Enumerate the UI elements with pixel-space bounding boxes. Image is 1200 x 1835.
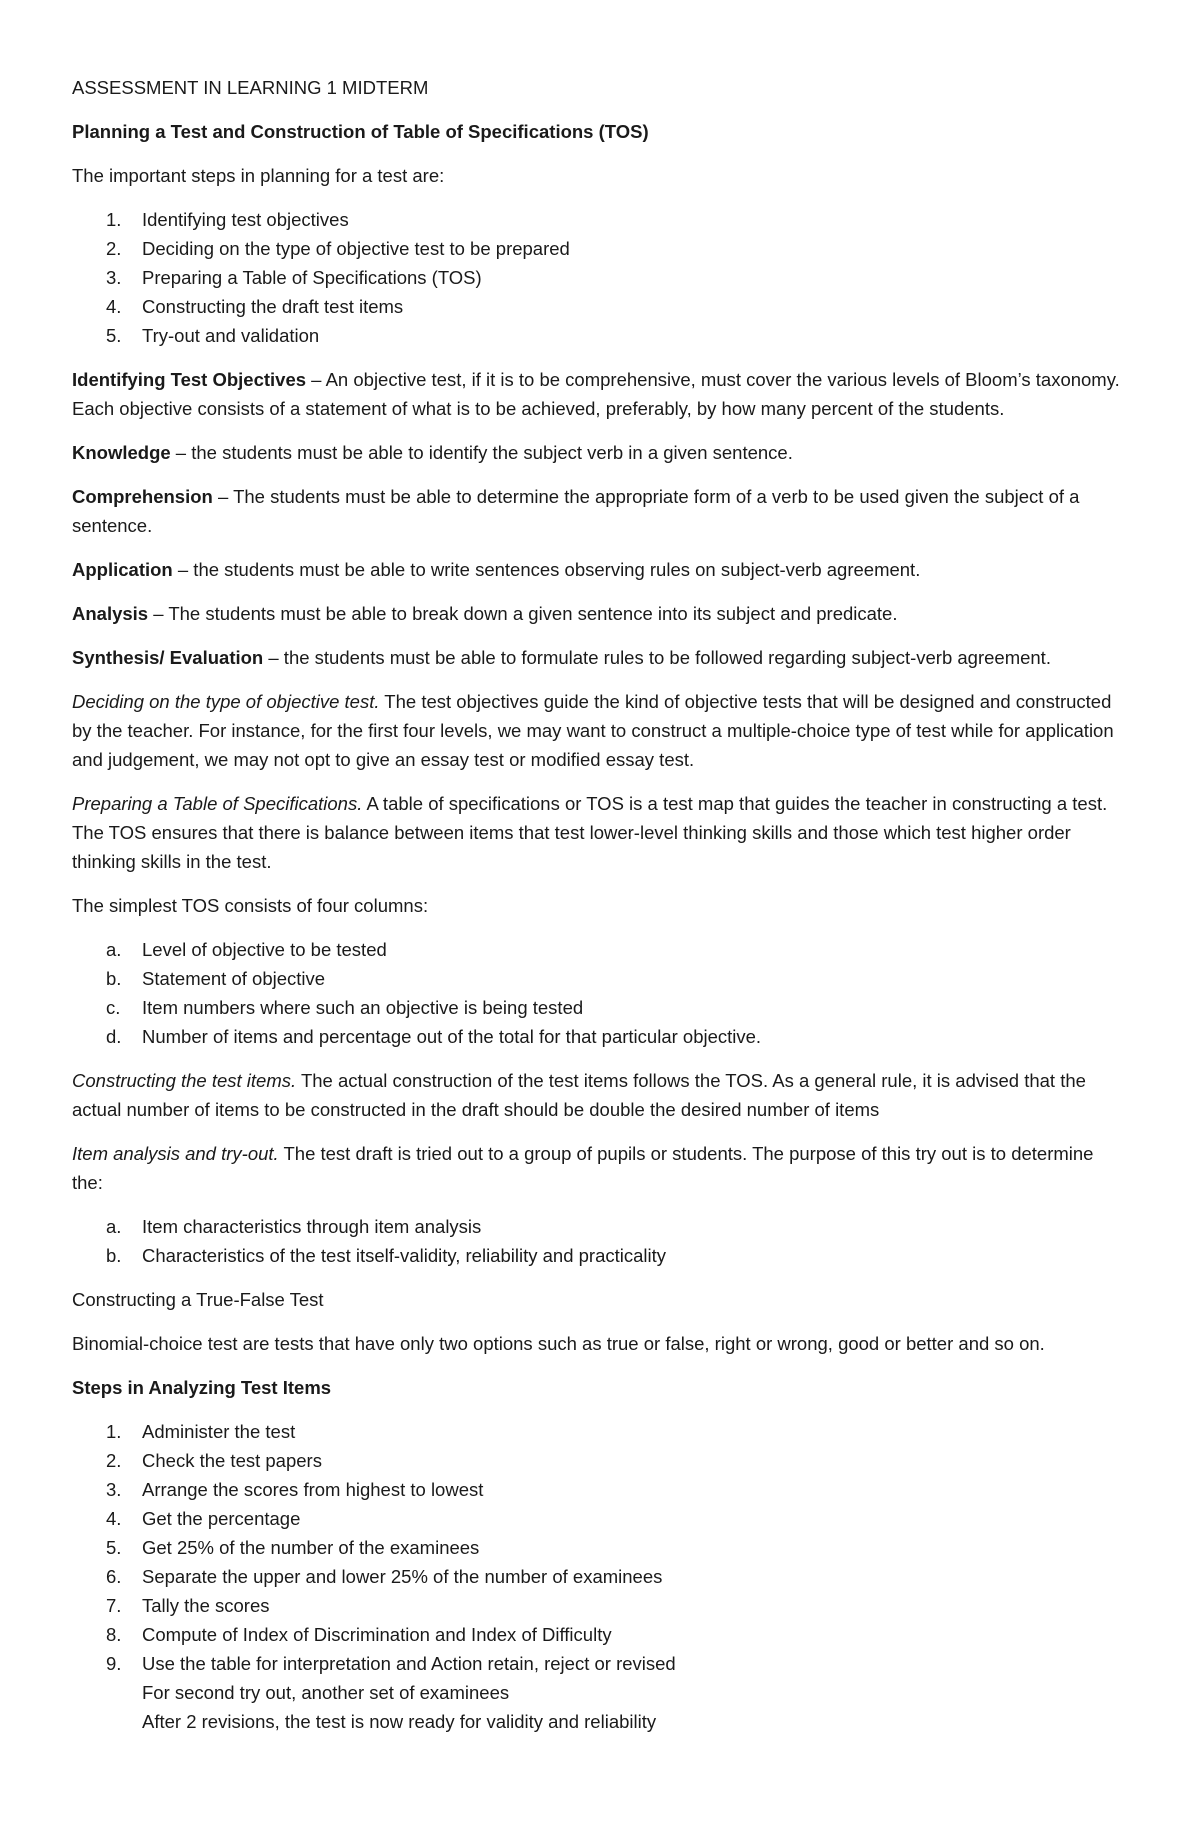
application-paragraph: Application – the students must be able to write sentences observing rules on subject-verb agreement. xyxy=(72,559,921,580)
steps-intro: The important steps in planning for a test are: xyxy=(72,165,445,186)
list-item: 2. Check the test papers xyxy=(106,1450,322,1471)
tryout-list xyxy=(72,1212,1128,1270)
analyzing-heading: Steps in Analyzing Test Items xyxy=(72,1377,332,1398)
step-continuation: For second try out, another set of examinees xyxy=(142,1682,510,1703)
synthesis-paragraph: Synthesis/ Evaluation – the students must be able to formulate rules to be followed regarding subject-verb agreement. xyxy=(72,647,1051,668)
list-item: 9. Use the table for interpretation and Action retain, reject or revised For second try out, another set of examinees After 2 revisions, the test is now ready for validity and reliability xyxy=(72,1649,1128,1736)
comprehension-paragraph: Comprehension – The students must be able to determine the appropriate form of a verb to be used given the subject of a sentence. xyxy=(72,486,1080,536)
step-continuation: After 2 revisions, the test is now ready for validity and reliability xyxy=(142,1711,657,1732)
item-analysis-paragraph: Item analysis and try-out. The test draft is tried out to a group of pupils or students. The purpose of this try out is to determine the: xyxy=(72,1143,1094,1193)
list-item: a. Level of objective to be tested xyxy=(106,939,387,960)
tos-intro: The simplest TOS consists of four columns: xyxy=(72,895,429,916)
list-item: 3. Arrange the scores from highest to lowest xyxy=(106,1479,484,1500)
section-heading: Planning a Test and Construction of Table of Specifications (TOS) xyxy=(72,121,649,142)
list-item: c. Item numbers where such an objective is being tested xyxy=(106,997,584,1018)
list-item: 4. Constructing the draft test items xyxy=(106,296,404,317)
analysis-paragraph: Analysis – The students must be able to break down a given sentence into its subject and predicate. xyxy=(72,603,898,624)
list-item: 5. Get 25% of the number of the examinees xyxy=(106,1537,480,1558)
list-item: 1. Identifying test objectives xyxy=(106,209,349,230)
doc-title: ASSESSMENT IN LEARNING 1 MIDTERM xyxy=(72,77,429,98)
list-item: a. Item characteristics through item analysis xyxy=(106,1216,482,1237)
list-item: 6. Separate the upper and lower 25% of the number of examinees xyxy=(106,1566,663,1587)
list-item: b. Characteristics of the test itself-validity, reliability and practicality xyxy=(106,1245,667,1266)
list-item: 2. Deciding on the type of objective test to be prepared xyxy=(106,238,570,259)
identifying-paragraph: Identifying Test Objectives – An objective test, if it is to be comprehensive, must cover the various levels of Bloom’s taxonomy. Each objective consists of a statement of what is to be achieved, preferably, by how many percent of the students. xyxy=(72,369,1120,419)
analyzing-steps-list xyxy=(72,1417,1128,1736)
planning-steps-list xyxy=(72,205,1128,350)
true-false-heading: Constructing a True-False Test xyxy=(72,1289,324,1310)
list-item: 7. Tally the scores xyxy=(106,1595,270,1616)
list-item: 1. Administer the test xyxy=(106,1421,296,1442)
deciding-paragraph: Deciding on the type of objective test. The test objectives guide the kind of objective tests that will be designed and constructed by the teacher. For instance, for the first four levels, we may want to construct a multiple-choice type of test while for application and judgement, we may not opt to give an essay test or modified essay test. xyxy=(72,691,1114,770)
list-item: b. Statement of objective xyxy=(106,968,326,989)
list-item: 4. Get the percentage xyxy=(106,1508,301,1529)
knowledge-paragraph: Knowledge – the students must be able to identify the subject verb in a given sentence. xyxy=(72,442,793,463)
list-item: 5. Try-out and validation xyxy=(106,325,320,346)
binomial-paragraph: Binomial-choice test are tests that have only two options such as true or false, right or wrong, good or better and so on. xyxy=(72,1333,1045,1354)
list-item: 3. Preparing a Table of Specifications (TOS) xyxy=(106,267,482,288)
constructing-paragraph: Constructing the test items. The actual construction of the test items follows the TOS. As a general rule, it is advised that the actual number of items to be constructed in the draft should be double the desired number of items xyxy=(72,1070,1086,1120)
preparing-paragraph: Preparing a Table of Specifications. A table of specifications or TOS is a test map that guides the teacher in constructing a test. The TOS ensures that there is balance between items that test lower-level thinking skills and those which test higher order thinking skills in the test. xyxy=(72,793,1108,872)
list-item: d. Number of items and percentage out of the total for that particular objective. xyxy=(106,1026,762,1047)
list-item: 8. Compute of Index of Discrimination and Index of Difficulty xyxy=(106,1624,612,1645)
tos-columns-list xyxy=(72,935,1128,1051)
